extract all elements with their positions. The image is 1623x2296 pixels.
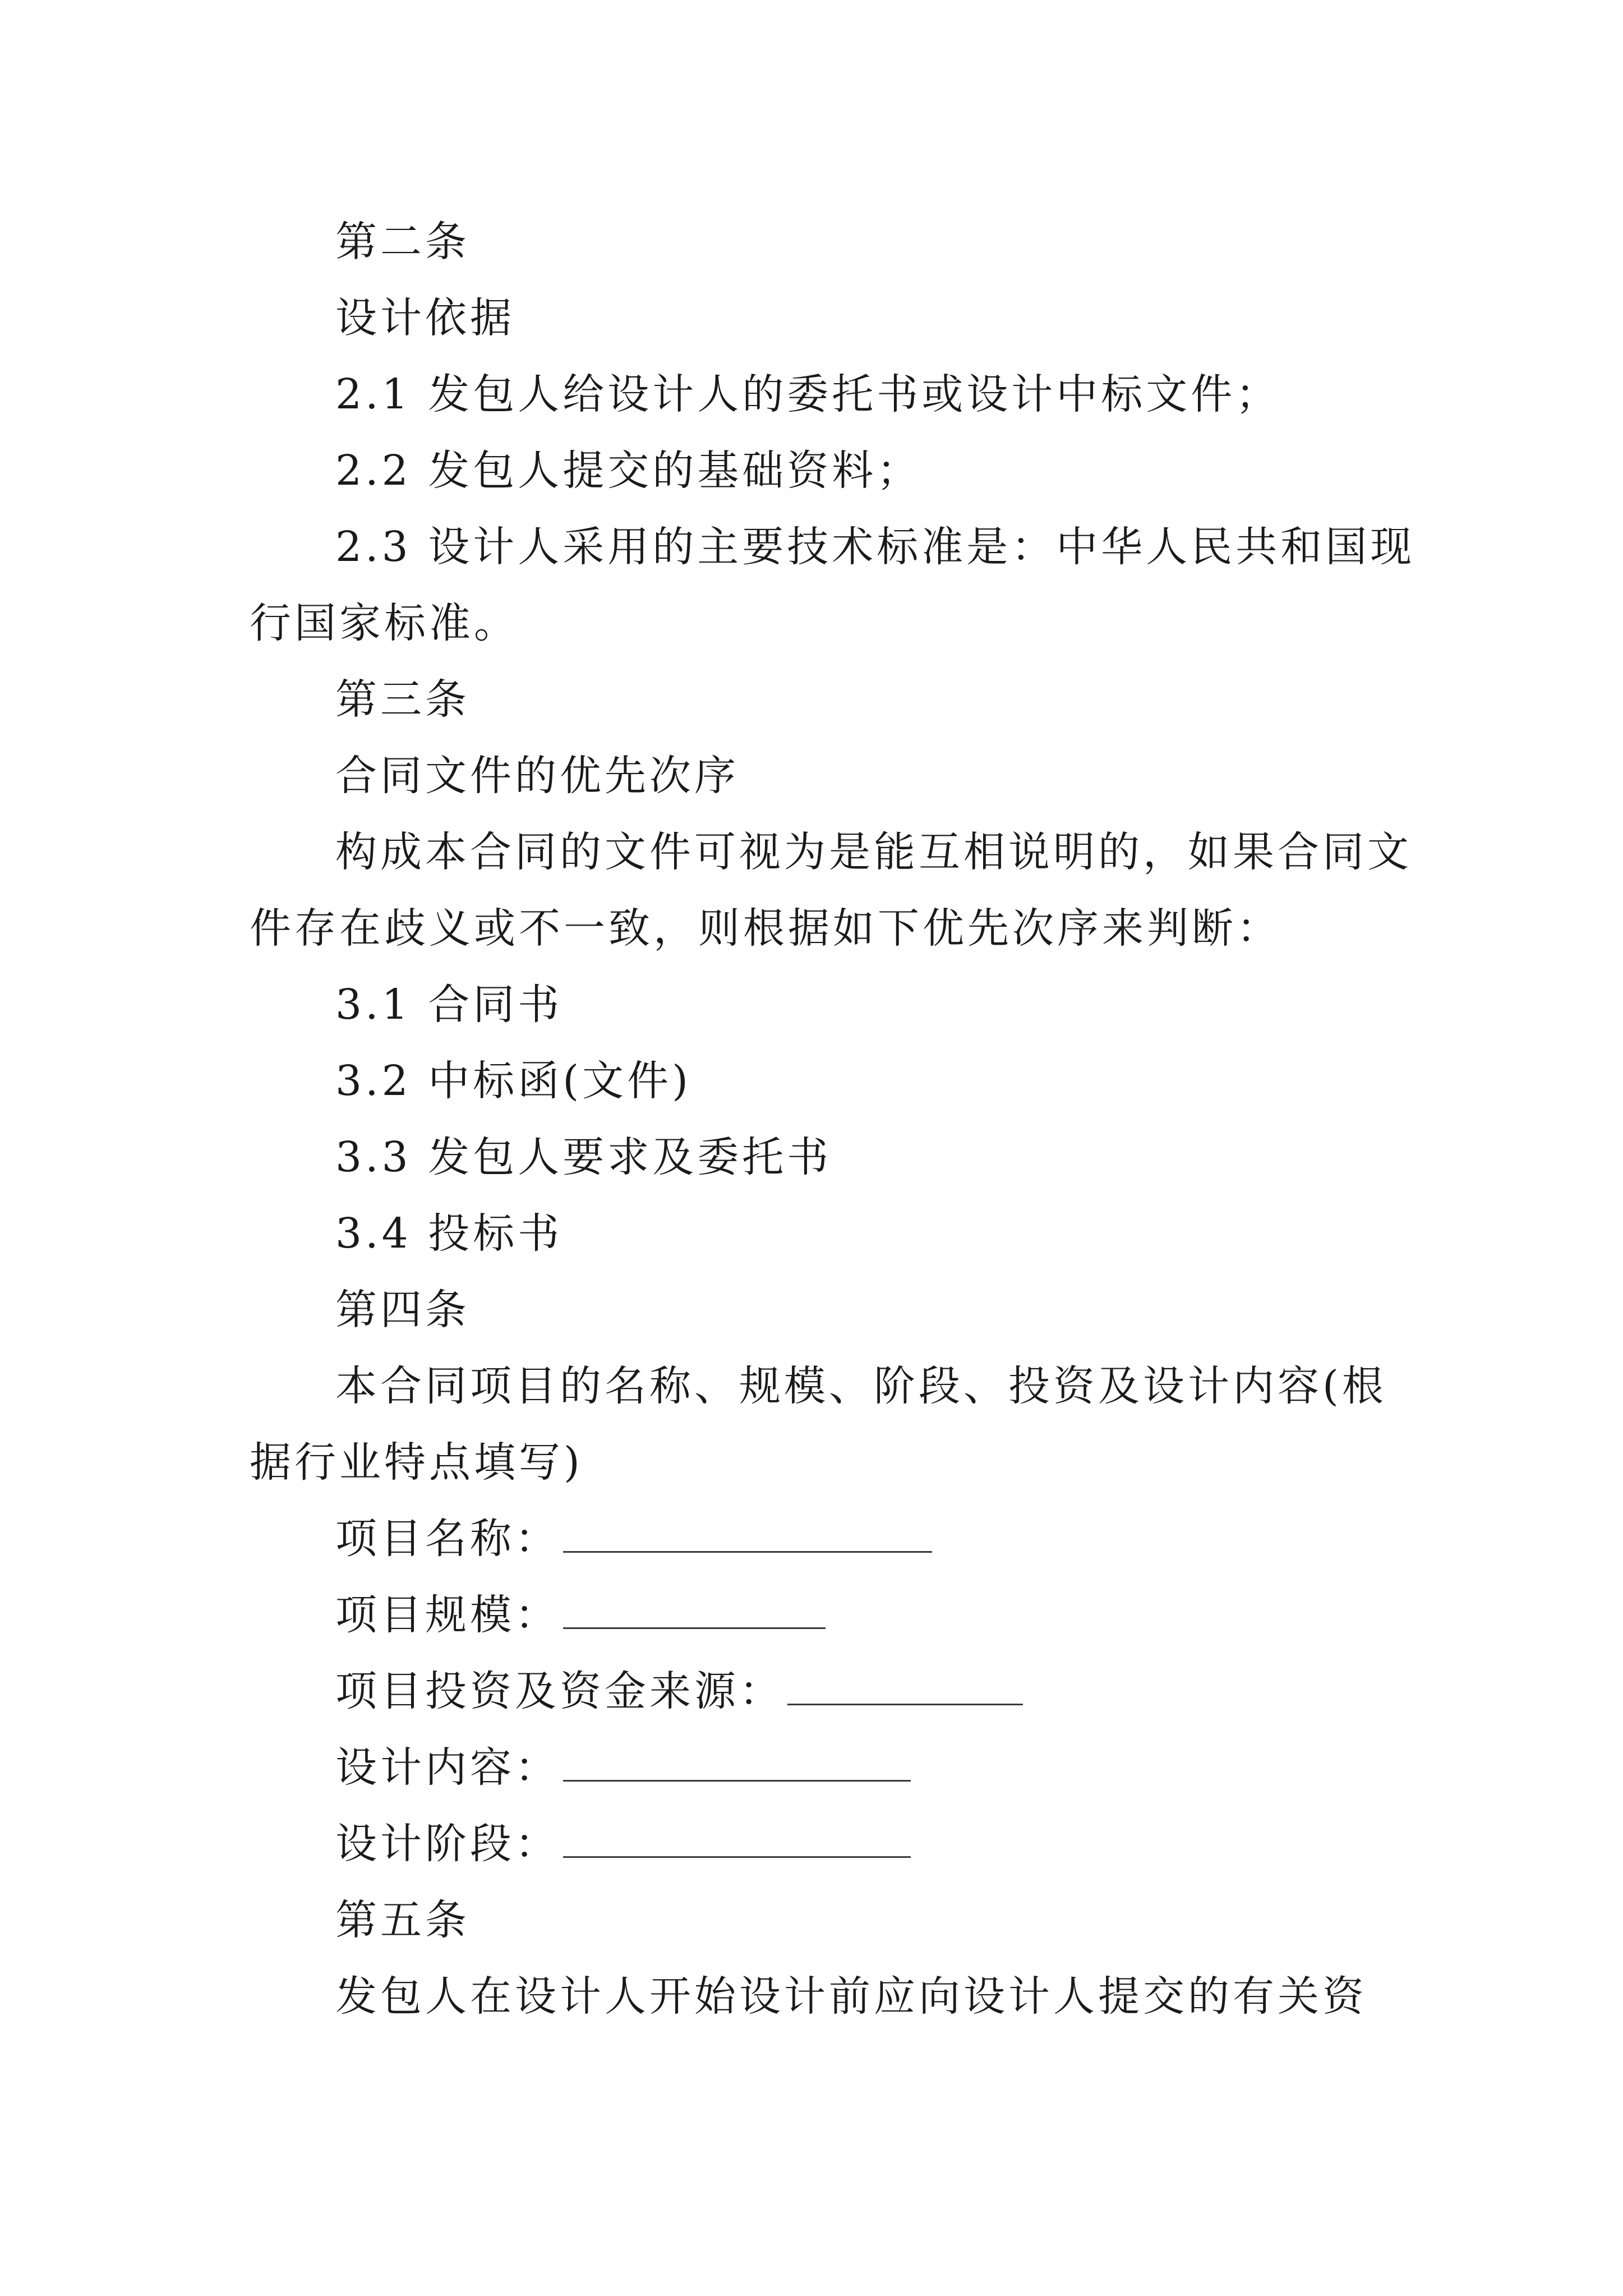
article-5-heading: 第五条: [335, 1896, 470, 1944]
article-3-item-4: 3.4 投标书: [335, 1209, 563, 1258]
article-3-item-2: 3.2 中标函(文件): [335, 1057, 691, 1105]
design-content-label: 设计内容：: [335, 1743, 560, 1792]
project-scale-row: [0, 1587, 1623, 1643]
article-3-heading: 第三条: [335, 675, 470, 724]
project-name-blank[interactable]: [563, 1519, 932, 1553]
article-2-item-1: 2.1 发包人给设计人的委托书或设计中标文件；: [335, 370, 1281, 418]
article-3-item-1: 3.1 合同书: [335, 981, 563, 1029]
investment-blank[interactable]: [787, 1671, 1023, 1705]
project-name-label: 项目名称：: [335, 1515, 560, 1563]
design-stage-row: [0, 1816, 1623, 1872]
article-2-heading: 第二条: [335, 218, 470, 266]
article-3-title: 合同文件的优先次序: [335, 752, 739, 800]
article-3-paragraph-line-1: 构成本合同的文件可视为是能互相说明的，如果合同文: [335, 828, 1412, 876]
article-2-item-2: 2.2 发包人提交的基础资料；: [335, 447, 922, 495]
investment-label: 项目投资及资金来源：: [335, 1667, 784, 1715]
article-3-item-3: 3.3 发包人要求及委托书: [335, 1133, 832, 1181]
article-4-paragraph-line-2: 据行业特点填写): [250, 1438, 583, 1487]
design-content-row: [0, 1740, 1623, 1796]
article-4-heading: 第四条: [335, 1286, 470, 1334]
design-content-blank[interactable]: [563, 1747, 911, 1782]
project-name-row: [0, 1511, 1623, 1567]
article-2-item-3-line-1: 2.3 设计人采用的主要技术标准是：中华人民共和国现: [335, 523, 1415, 571]
design-stage-label: 设计阶段：: [335, 1820, 560, 1868]
project-scale-blank[interactable]: [563, 1595, 826, 1629]
article-2-item-3-line-2: 行国家标准。: [250, 599, 519, 647]
article-3-paragraph-line-2: 件存在歧义或不一致，则根据如下优先次序来判断：: [250, 904, 1281, 953]
design-stage-blank[interactable]: [563, 1824, 911, 1858]
project-scale-label: 项目规模：: [335, 1591, 560, 1639]
article-5-paragraph-line-1: 发包人在设计人开始设计前应向设计人提交的有关资: [335, 1972, 1367, 2021]
investment-row: [0, 1663, 1623, 1719]
article-2-title: 设计依据: [335, 294, 515, 342]
article-4-paragraph-line-1: 本合同项目的名称、规模、阶段、投资及设计内容(根: [335, 1362, 1387, 1410]
